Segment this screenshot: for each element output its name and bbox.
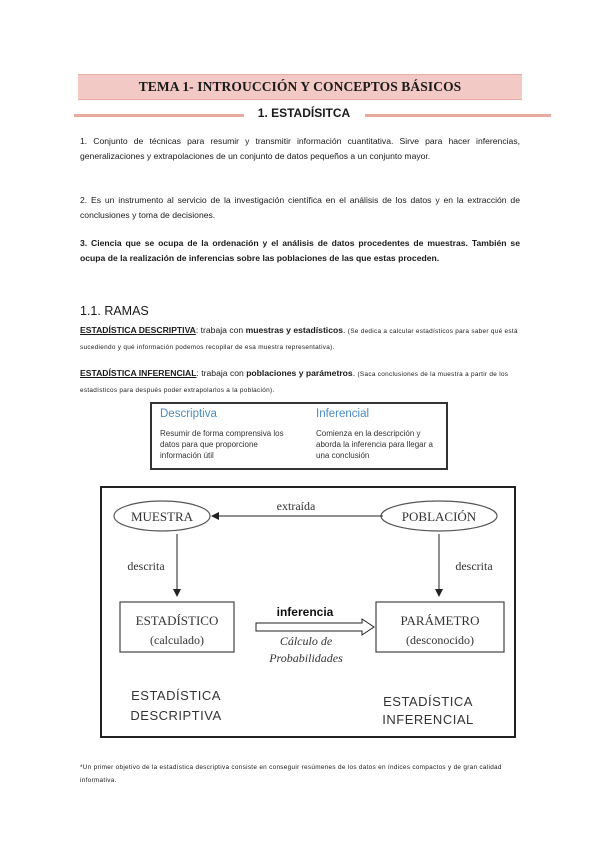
section-title: 1. ESTADÍSITCA	[257, 106, 351, 120]
extraida-label: extraída	[276, 499, 316, 513]
term-descriptiva: ESTADÍSTICA DESCRIPTIVA	[80, 325, 196, 335]
heading-rule-right	[365, 114, 551, 117]
def-inferencial	[80, 366, 522, 398]
comparison-table	[150, 402, 448, 470]
paragraph-1: 1. Conjunto de técnicas para resumir y transmitir información cuantitativa. Sirve para hacer inferencias, generalizaciones y extrapolaciones de un conjunto de datos pequeños a un conjunto mayor.	[80, 136, 520, 162]
desc-group-label-2: DESCRIPTIVA	[130, 708, 222, 723]
title-bar	[78, 74, 522, 100]
statistics-diagram	[100, 486, 516, 738]
muestra-label: MUESTRA	[130, 509, 194, 524]
inferencia-label: inferencia	[276, 605, 334, 619]
note-descriptiva: (Se dedica a calcular estadísticos para saber qué está sucediendo y qué información podemos recopilar de esa muestra representativa).	[80, 328, 518, 351]
estadistico-label: ESTADÍSTICO	[135, 613, 219, 628]
inf-group-label-1: ESTADÍSTICA	[383, 694, 473, 709]
text-pre: : trabaja con	[195, 325, 246, 335]
inferencial-header: Inferencial	[316, 408, 370, 420]
def-descriptiva	[80, 323, 522, 355]
note-inferencial: (Saca conclusiones de la muestra a partir de los estadísticos para después poder extrapolarlos a la población).	[80, 371, 509, 394]
text-pre: : trabaja con	[196, 368, 247, 378]
text-post: .	[343, 325, 348, 335]
parametro-label: PARÁMETRO	[400, 613, 480, 628]
page-title: TEMA 1- INTROUCCIÓN Y CONCEPTOS BÁSICOS	[138, 79, 462, 94]
desc-group-label-1: ESTADÍSTICA	[131, 688, 221, 703]
descriptiva-header: Descriptiva	[160, 408, 217, 420]
descriptiva-text: Resumir de forma comprensiva los datos para que proporcione información útil	[160, 429, 284, 460]
paragraph-2: 2. Es un instrumento al servicio de la investigación científica en el análisis de los datos y en la extracción de conclusiones y toma de decisiones.	[80, 195, 520, 221]
desconocido-label: (desconocido)	[406, 633, 474, 647]
calculo-label-2: Probabilidades	[269, 651, 343, 665]
descrita-right-label: descrita	[455, 559, 493, 573]
paragraph-3: 3. Ciencia que se ocupa de la ordenación y el análisis de datos procedentes de muestras. También se ocupa de la realización de inferencias sobre las poblaciones de las que estas proceden.	[80, 238, 520, 264]
calculo-label-1: Cálculo de	[279, 634, 333, 648]
text-post: .	[352, 368, 358, 378]
bold-inferencial: poblaciones y parámetros	[246, 368, 353, 378]
footnote: *Un primer objetivo de la estadística descriptiva consiste en conseguir resúmenes de los datos en índices compactos y de gran calidad informativa.	[80, 764, 502, 784]
inf-group-label-2: INFERENCIAL	[382, 712, 474, 727]
poblacion-label: POBLACIÓN	[401, 509, 477, 524]
calculado-label: (calculado)	[150, 633, 204, 647]
heading-rule-left	[74, 114, 244, 117]
subsection-title: 1.1. RAMAS	[80, 304, 149, 318]
bold-descriptiva: muestras y estadísticos	[245, 325, 344, 335]
inferencial-text: Comienza en la descripción y aborda la inferencia para llegar a una conclusión	[316, 429, 433, 460]
term-inferencial: ESTADÍSTICA INFERENCIAL	[80, 368, 197, 378]
descrita-left-label: descrita	[127, 559, 165, 573]
